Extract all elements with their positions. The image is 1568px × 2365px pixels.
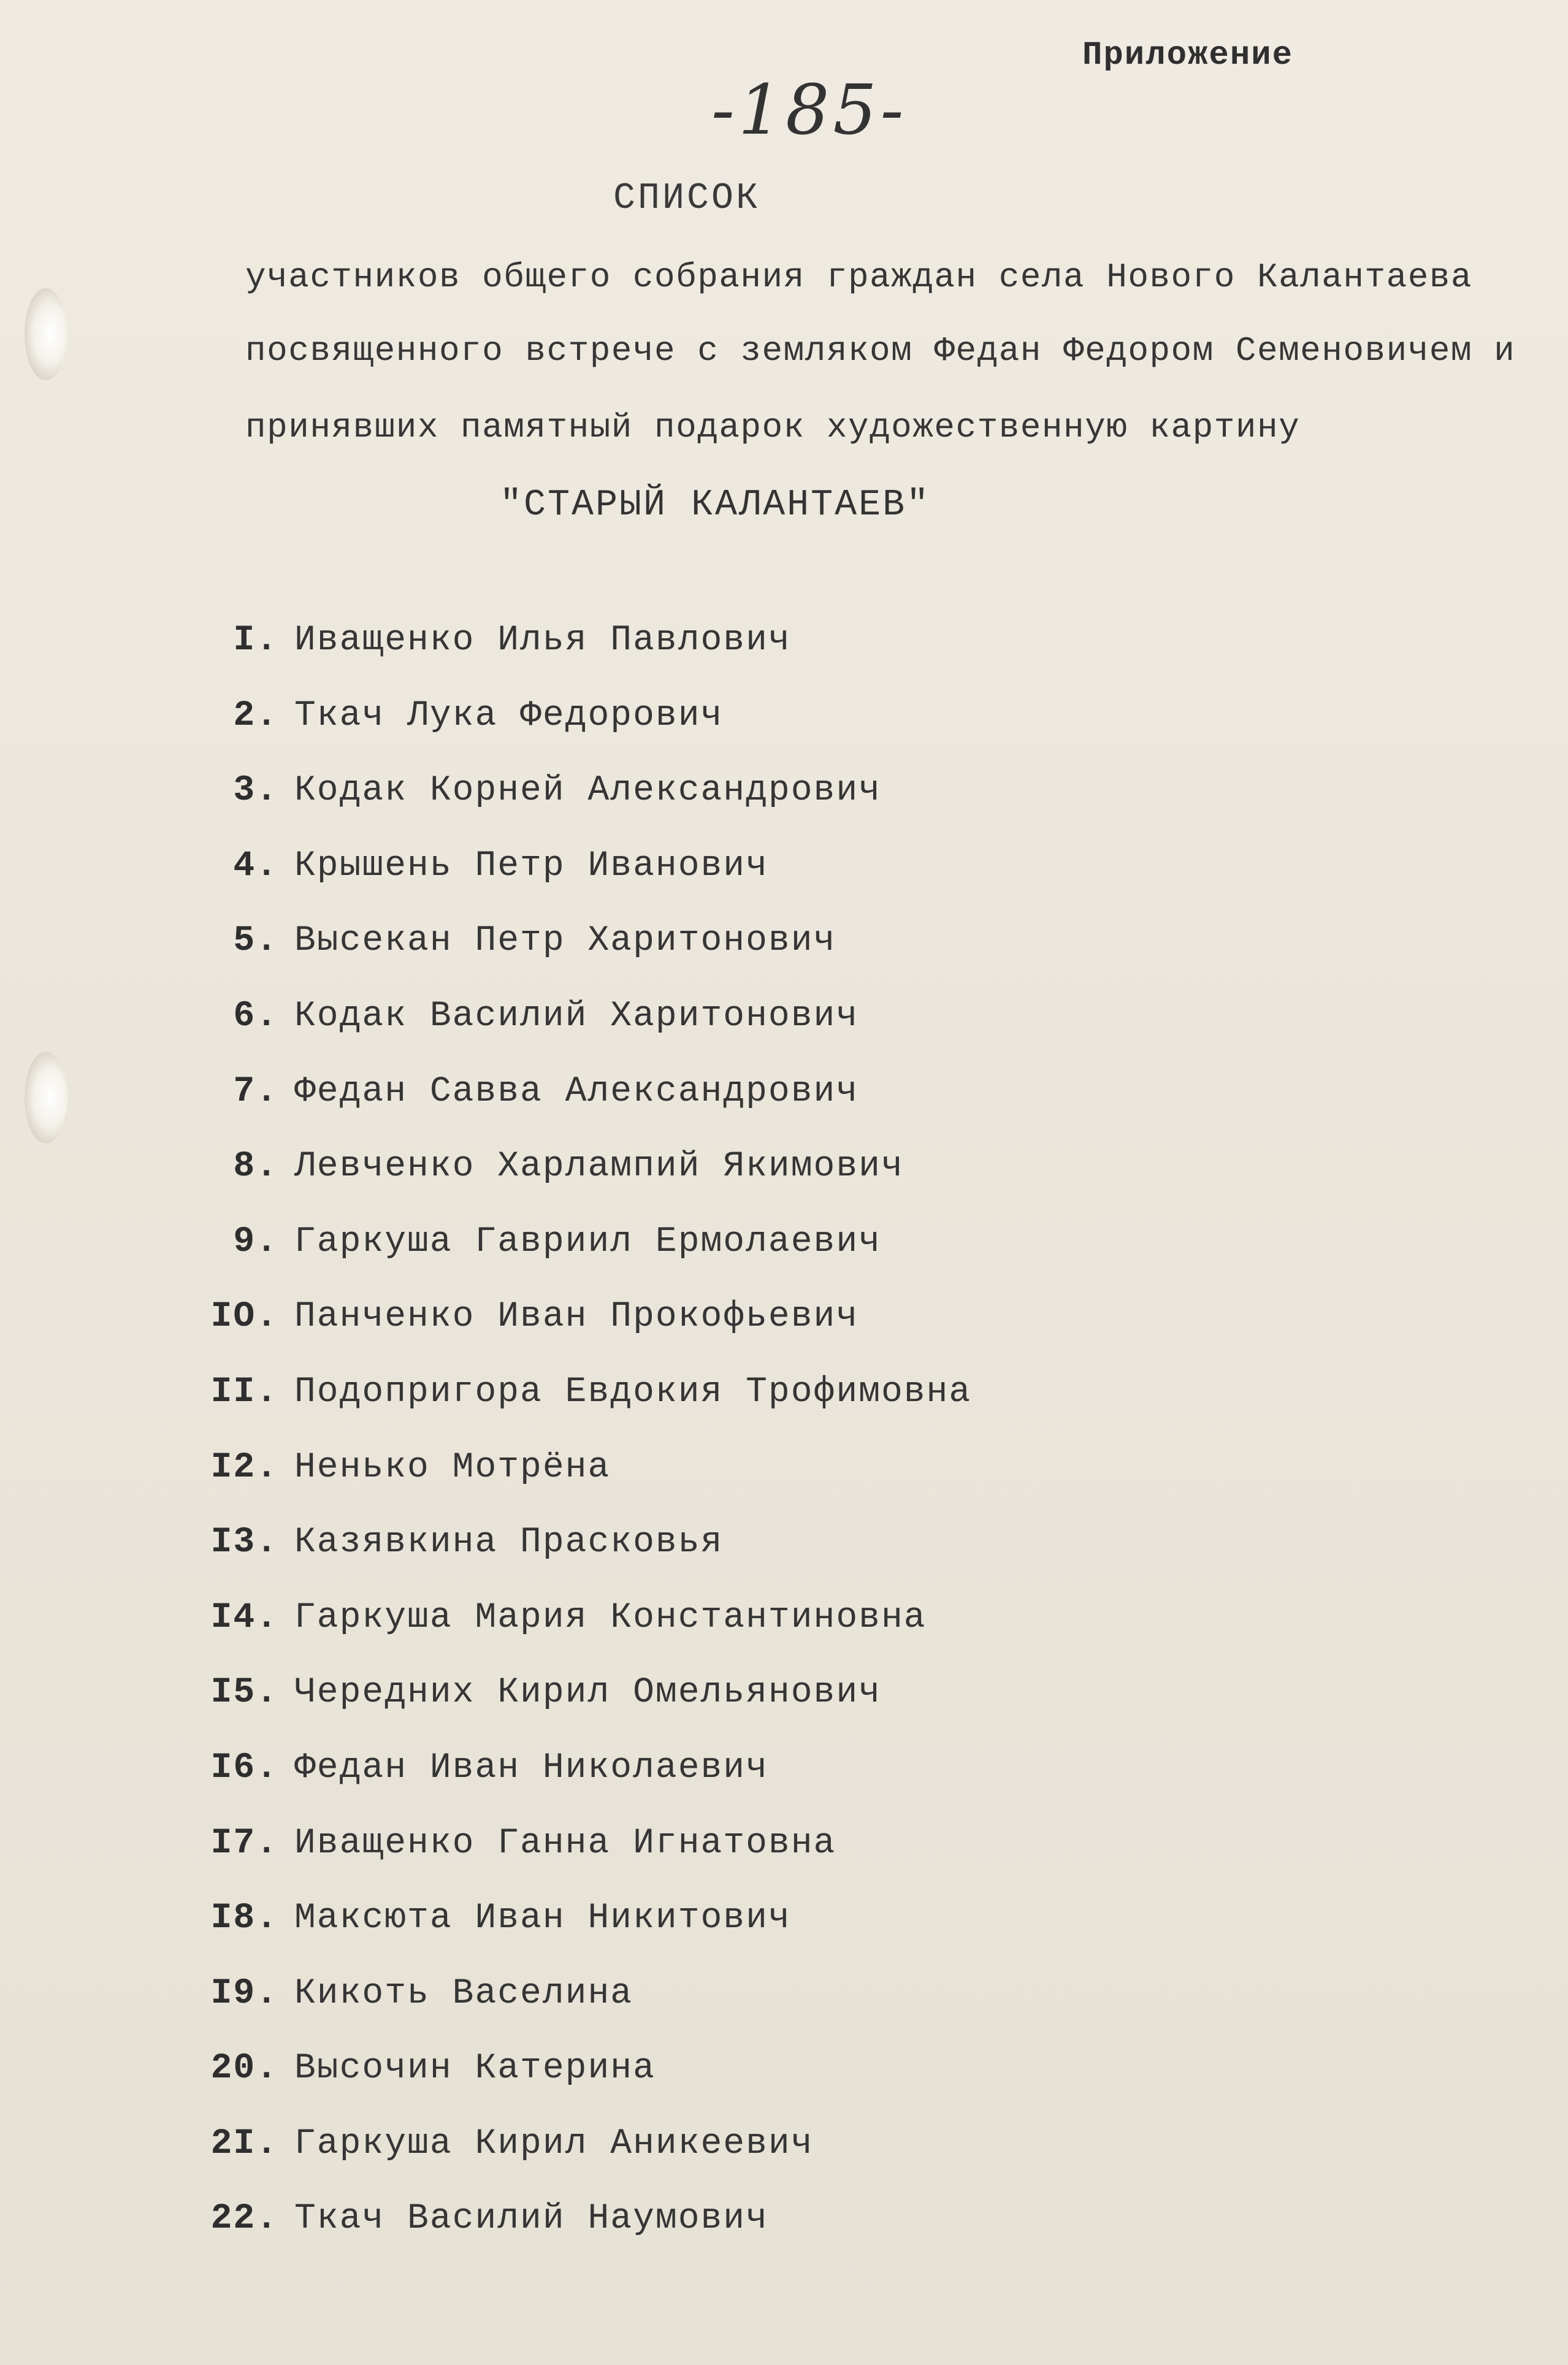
participant-name: Кодак Василий Харитонович [294,996,859,1036]
item-number: 7. [233,1071,278,1112]
participant-name: Казявкина Прасковья [294,1523,724,1563]
participant-name: Подопригора Евдокия Трофимовна [294,1372,972,1412]
list-item [202,619,971,695]
item-number: 3. [233,771,278,811]
item-number: IO. [210,1297,278,1337]
list-item [202,845,971,920]
item-number: I7. [210,1823,278,1863]
list-item [202,1822,971,1898]
punch-hole [25,1052,67,1144]
item-number: I2. [210,1447,278,1488]
item-number: I3. [210,1523,278,1563]
painting-title: "СТАРЫЙ КАЛАНТАЕВ" [500,484,931,526]
list-item [202,920,971,995]
intro-line: посвященного встрече с земляком Федан Федором Семеновичем и [245,331,1516,370]
item-number: 9. [233,1221,278,1262]
item-number: 6. [233,996,278,1036]
participant-name: Федан Савва Александрович [294,1071,859,1112]
list-item [202,2198,971,2273]
list-item [202,1296,971,1371]
participant-list [202,619,971,2273]
list-item [202,2123,971,2198]
participant-name: Левченко Харлампий Якимович [294,1147,904,1187]
participant-name: Ткач Василий Наумович [294,2199,768,2239]
participant-name: Ненько Мотрёна [294,1447,611,1488]
punch-hole [25,288,67,380]
list-item [202,1145,971,1221]
list-item [202,1897,971,1973]
participant-name: Кодак Корней Александрович [294,771,881,811]
item-number: 2I. [210,2123,278,2164]
item-number: I. [233,621,278,660]
participant-name: Панченко Иван Прокофьевич [294,1297,859,1337]
item-number: I4. [210,1597,278,1638]
list-item [202,1521,971,1597]
list-item [202,1597,971,1672]
list-item [202,1371,971,1446]
list-item [202,1672,971,1747]
participant-name: Ткач Лука Федорович [294,695,724,736]
item-number: I5. [210,1673,278,1713]
list-item [202,1071,971,1146]
item-number: II. [210,1372,278,1412]
participant-name: Максюта Иван Никитович [294,1898,791,1939]
participant-name: Чередних Кирил Омельянович [294,1673,881,1713]
participant-name: Высочин Катерина [294,2049,656,2089]
item-number: 8. [233,1147,278,1187]
participant-name: Крышень Петр Иванович [294,846,768,886]
annex-label: Приложение [1082,37,1294,74]
intro-line: принявших памятный подарок художественную картину [245,408,1301,447]
list-item [202,1221,971,1296]
item-number: 22. [210,2199,278,2239]
intro-line: участников общего собрания граждан села Нового Калантаева [245,258,1473,297]
participant-name: Высекан Петр Харитонович [294,921,836,961]
list-item [202,770,971,845]
item-number: I9. [210,1973,278,2014]
item-number: 4. [233,846,278,886]
list-item [202,1446,971,1522]
handwritten-page-number: -185- [711,71,908,150]
document-heading: СПИСОК [613,178,761,220]
participant-name: Кикоть Васелина [294,1973,633,2014]
item-number: 2. [233,695,278,736]
list-item [202,1747,971,1822]
participant-name: Иващенко Ганна Игнатовна [294,1823,836,1863]
participant-name: Федан Иван Николаевич [294,1748,768,1788]
list-item [202,2047,971,2123]
item-number: I8. [210,1898,278,1939]
item-number: 20. [210,2049,278,2089]
participant-name: Гаркуша Гавриил Ермолаевич [294,1221,881,1262]
participant-name: Гаркуша Мария Константиновна [294,1597,927,1638]
participant-name: Иващенко Илья Павлович [294,621,791,660]
list-item [202,995,971,1071]
participant-name: Гаркуша Кирил Аникеевич [294,2123,814,2164]
list-item [202,695,971,770]
item-number: I6. [210,1748,278,1788]
item-number: 5. [233,921,278,961]
list-item [202,1973,971,2048]
